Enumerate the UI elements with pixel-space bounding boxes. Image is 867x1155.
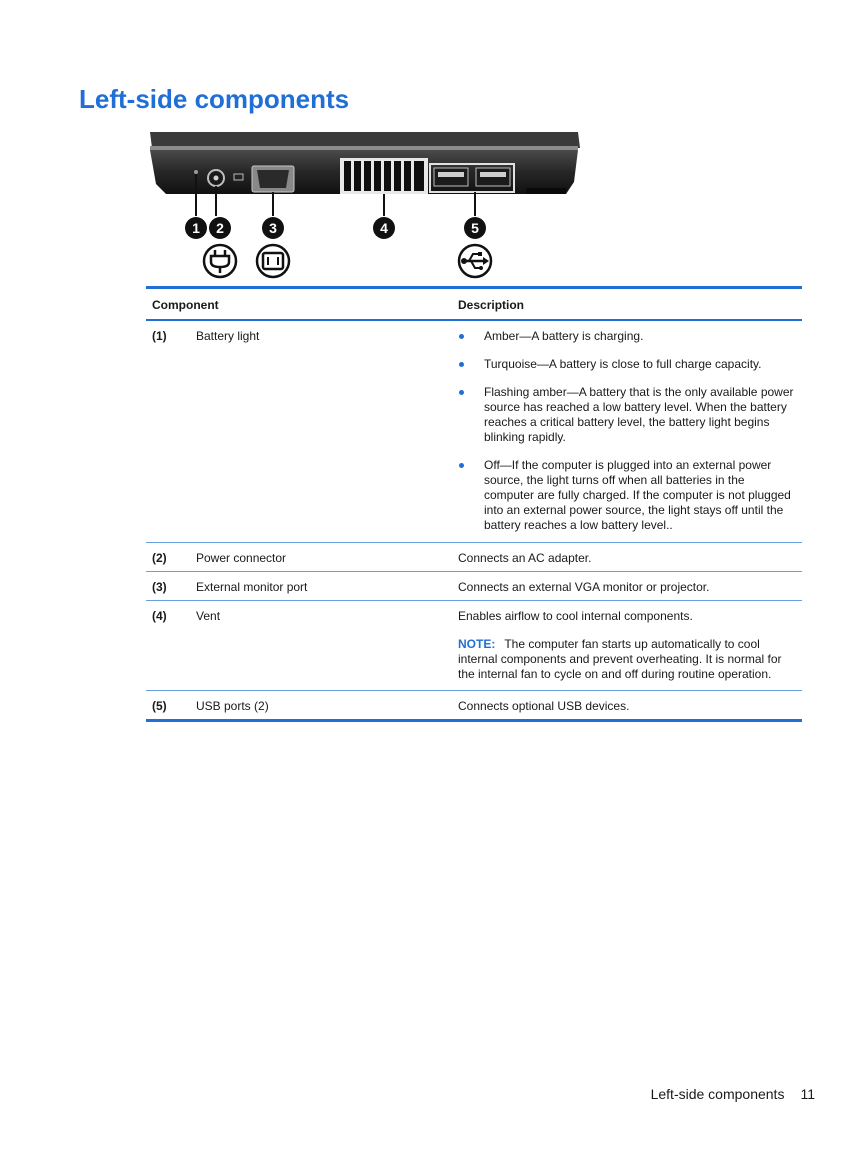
callout-badge: [373, 217, 395, 239]
component-description: Connects an AC adapter.: [458, 551, 592, 565]
component-name: Battery light: [196, 329, 260, 343]
component-name: External monitor port: [196, 580, 308, 594]
battery-light-states: [458, 329, 796, 533]
column-header-component: Component: [152, 298, 219, 312]
bullet-text: Turquoise—A battery is close to full charge capacity.: [484, 357, 762, 371]
callout-label: 3: [269, 220, 277, 236]
bullet-dot-icon: [459, 362, 464, 367]
component-description: Connects optional USB devices.: [458, 699, 630, 713]
component-name: Power connector: [196, 551, 287, 565]
note-label: NOTE:: [458, 637, 496, 651]
callout-label: 2: [216, 220, 224, 236]
list-item: [458, 357, 796, 372]
callout-label: 1: [192, 220, 200, 236]
component-description: Connects an external VGA monitor or projector.: [458, 580, 710, 594]
description-text: Enables airflow to cool internal components.: [458, 609, 693, 623]
component-description: [452, 601, 802, 691]
bullet-text: Amber—A battery is charging.: [484, 329, 644, 343]
bullet-dot-icon: [459, 390, 464, 395]
component-name: Vent: [196, 609, 221, 623]
table-row: [146, 691, 802, 721]
list-item: [458, 458, 796, 533]
page-number: 11: [800, 1086, 815, 1102]
bullet-text: Off—If the computer is plugged into an external power source, the light turns off when all batteries in the computer are fully charged. If the computer is not plugged into an external power source, the light stays off until the battery reaches a low battery level..: [484, 458, 791, 532]
component-description: [452, 320, 802, 543]
callout-badge: [464, 217, 486, 239]
component-number: (4): [152, 609, 167, 623]
table-row: [146, 572, 802, 601]
component-number: (5): [152, 699, 167, 713]
component-name: USB ports (2): [196, 699, 269, 713]
footer-title: Left-side components: [650, 1086, 785, 1102]
callout-badge: [185, 217, 207, 239]
column-header-description: Description: [458, 298, 525, 312]
components-table: [146, 286, 802, 722]
note-text: The computer fan starts up automatically to cool internal components and prevent overheating. It is normal for the internal fan to cycle on and off during routine operation.: [458, 637, 782, 681]
callout-badge: [262, 217, 284, 239]
bullet-text: Flashing amber—A battery that is the only available power source has reached a low battery level. When the battery reaches a critical battery level, the battery light begins blinking rapidly.: [484, 385, 794, 444]
table-row: [146, 543, 802, 572]
component-number: (2): [152, 551, 167, 565]
page-title: Left-side components: [79, 84, 350, 114]
note-block: [458, 637, 796, 682]
laptop-left-side-figure: [146, 128, 586, 280]
list-item: [458, 385, 796, 445]
callout-label: 5: [471, 220, 479, 236]
bullet-dot-icon: [459, 463, 464, 468]
bullet-dot-icon: [459, 334, 464, 339]
callout-label: 4: [380, 220, 388, 236]
callout-badge: [209, 217, 231, 239]
table-row: [146, 320, 802, 543]
table-header-row: [146, 288, 802, 321]
component-number: (1): [152, 329, 167, 343]
table-row: [146, 601, 802, 691]
page-footer: [651, 1086, 815, 1102]
list-item: [458, 329, 796, 344]
component-number: (3): [152, 580, 167, 594]
